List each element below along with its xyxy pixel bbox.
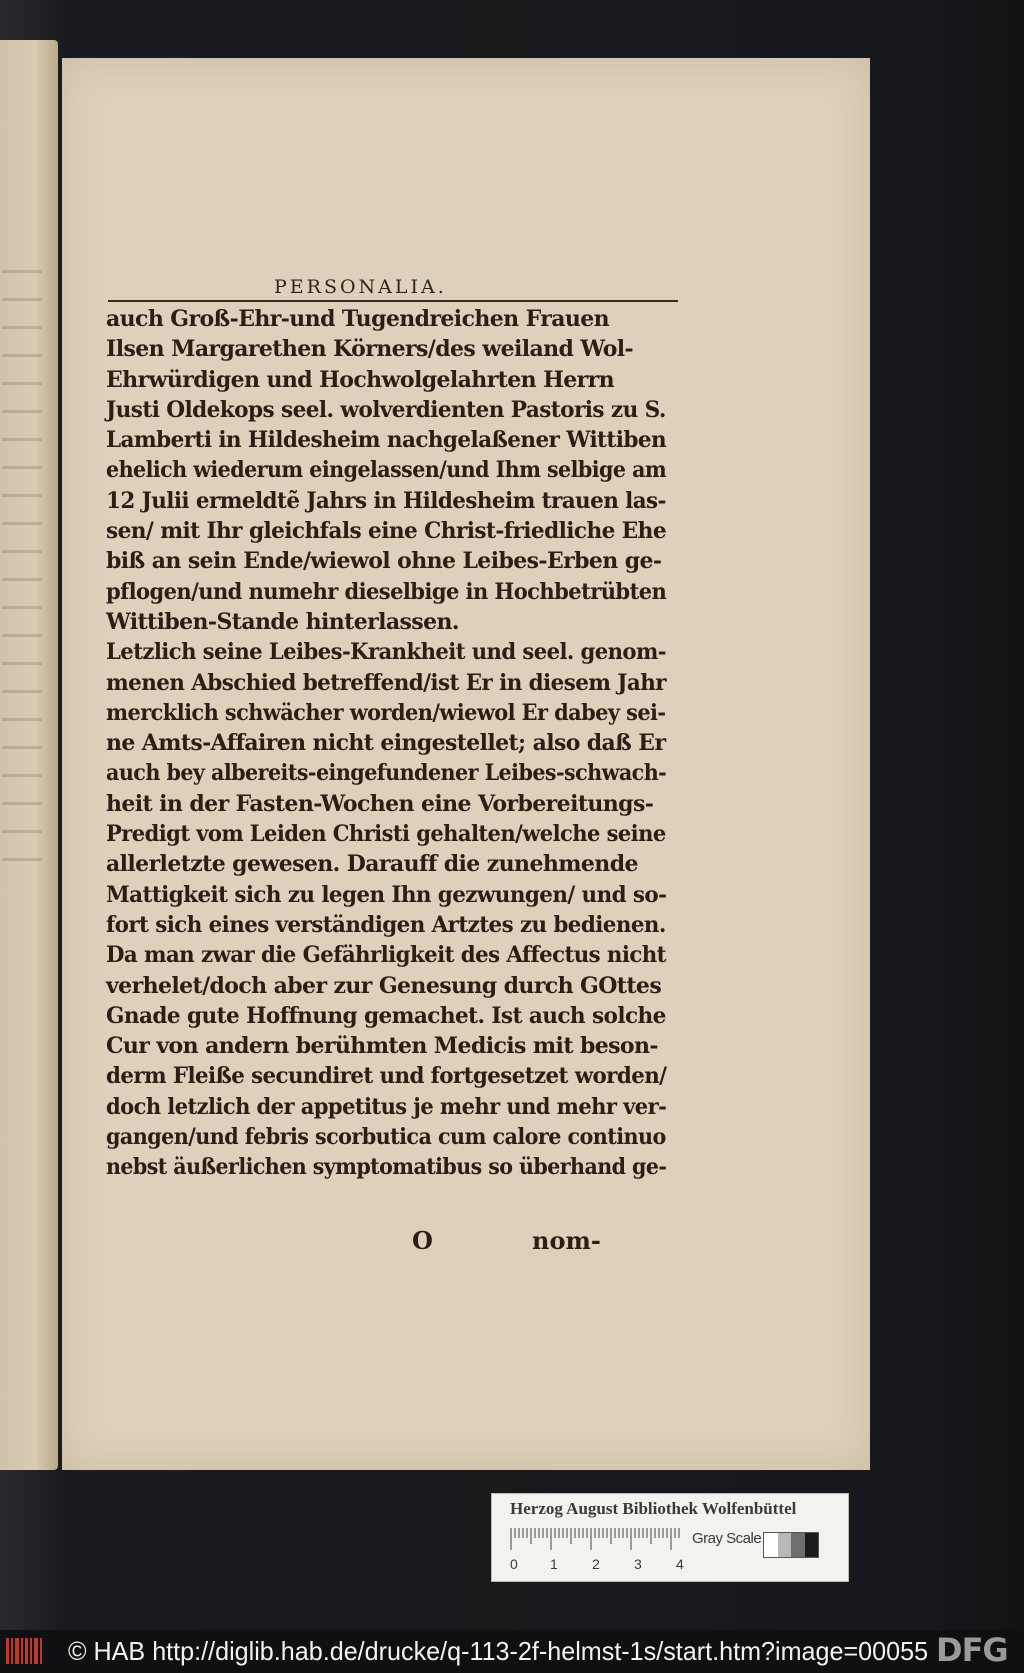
text-line: heit in der Fasten-Wochen eine Vorbereitungs- (106, 790, 654, 817)
running-head: PERSONALIA. (274, 276, 447, 298)
text-line: derm Fleiße secundiret und fortgesetzet worden/ (106, 1063, 667, 1090)
text-line: Wittiben-Stande hinterlassen. (106, 608, 459, 635)
text-line: Mattigkeit sich zu legen Ihn gezwungen/ und so- (106, 881, 667, 908)
text-line: nebst äußerlichen symptomatibus so überhand ge- (106, 1154, 667, 1181)
ruler-numbers (510, 1556, 700, 1574)
footer-bar (0, 1630, 1024, 1673)
text-line: sen/ mit Ihr gleichfals eine Christ-friedliche Ehe (106, 518, 667, 545)
gray-scale-label: Gray Scale (692, 1530, 762, 1547)
ruler-number: 1 (550, 1556, 558, 1572)
catchword: nom- (532, 1226, 601, 1255)
library-name: Herzog August Bibliothek Wolfenbüttel (510, 1499, 797, 1518)
page-text (106, 304, 706, 1183)
text-line: fort sich eines verständigen Artztes zu bedienen. (106, 911, 666, 938)
dfg-logo: DFG (936, 1631, 1008, 1669)
text-line: Ilsen Margarethen Körners/des weiland Wol- (106, 336, 634, 363)
library-color-card (491, 1493, 849, 1582)
ruler-number: 3 (634, 1556, 642, 1572)
text-line: menen Abschied betreffend/ist Er in diesem Jahr (106, 669, 666, 696)
text-line: biß an sein Ende/wiewol ohne Leibes-Erben ge- (106, 548, 662, 575)
running-head-rule (108, 300, 678, 302)
ruler-number: 0 (510, 1556, 518, 1572)
text-line: Gnade gute Hoffnung gemachet. Ist auch solche (106, 1002, 666, 1029)
text-line: ehelich wiederum eingelassen/und Ihm selbige am (106, 457, 667, 484)
ruler-number: 4 (676, 1556, 684, 1572)
text-line: Letzlich seine Leibes-Krankheit und seel. genom- (106, 639, 667, 666)
text-line: doch letzlich der appetitus je mehr und mehr ver- (106, 1093, 667, 1120)
gray-scale-swatch (763, 1532, 819, 1558)
text-line: gangen/und febris scorbutica cum calore continuo (106, 1124, 666, 1151)
book-page (62, 58, 870, 1470)
ruler-number: 2 (592, 1556, 600, 1572)
text-line: pflogen/und numehr dieselbige in Hochbetrübten (106, 578, 667, 605)
text-line: Justi Oldekops seel. wolverdienten Pastoris zu S. (106, 396, 666, 423)
text-line: auch Groß-Ehr-und Tugendreichen Frauen (106, 306, 610, 332)
facing-page-text-fragment (2, 270, 42, 870)
text-line: allerletzte gewesen. Darauff die zunehmende (106, 851, 638, 878)
signature-mark: O (412, 1226, 433, 1255)
text-line: Cur von andern berühmten Medicis mit beson- (106, 1033, 658, 1060)
facing-page-edge (0, 40, 58, 1470)
text-line: Da man zwar die Gefährligkeit des Affectus nicht (106, 942, 666, 969)
text-line: auch bey albereits-eingefundener Leibes-schwach- (106, 760, 667, 787)
text-line: ne Amts-Affairen nicht eingestellet; also daß Er (106, 730, 666, 757)
measurement-ruler (510, 1528, 680, 1552)
text-line: verhelet/doch aber zur Genesung durch GOttes (106, 972, 662, 999)
source-url: © HAB http://diglib.hab.de/drucke/q-113-2f-helmst-1s/start.htm?image=00055 (68, 1636, 929, 1666)
text-line: Predigt vom Leiden Christi gehalten/welche seine (106, 821, 666, 848)
text-line: Lamberti in Hildesheim nachgelaßener Wittiben (106, 427, 667, 454)
text-line: 12 Julii ermeldtẽ Jahrs in Hildesheim trauen las- (106, 487, 666, 514)
barcode-icon (6, 1636, 46, 1666)
text-line: mercklich schwächer worden/wiewol Er dabey sei- (106, 699, 666, 726)
text-line: Ehrwürdigen und Hochwolgelahrten Herrn (106, 366, 615, 393)
